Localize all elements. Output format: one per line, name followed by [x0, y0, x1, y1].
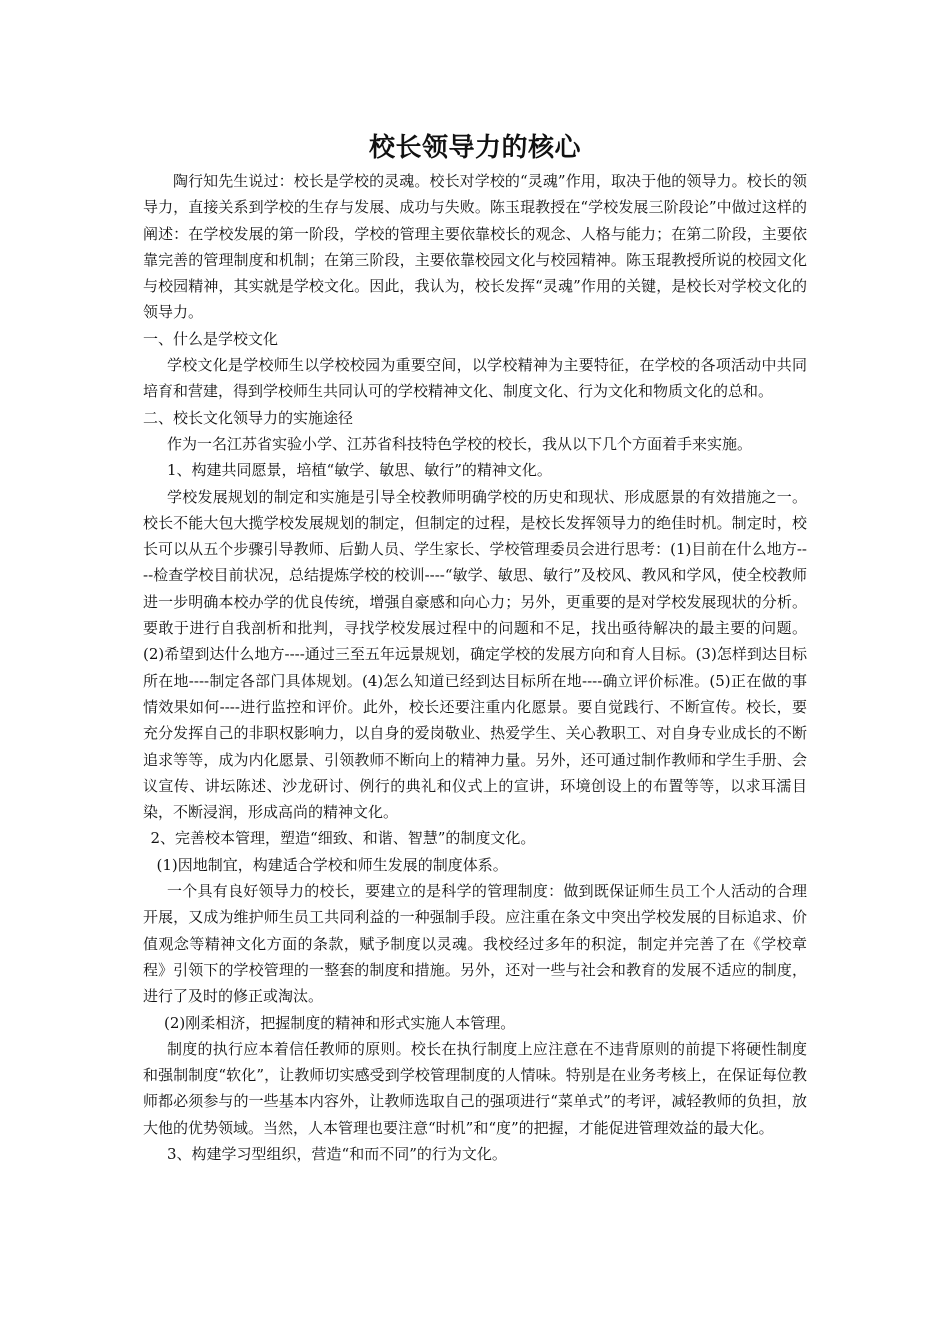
definition-paragraph: 学校文化是学校师生以学校校园为重要空间，以学校精神为主要特征，在学校的各项活动中共同培育和营建，得到学校师生共同认可的学校精神文化、制度文化、行为文化和物质文化的总和。	[143, 356, 807, 401]
subsection-heading-1: 1、构建共同愿景，培植“敏学、敏思、敏行”的精神文化。	[167, 461, 552, 480]
point-heading-2: (2)刚柔相济，把握制度的精神和形式实施人本管理。	[164, 1013, 516, 1032]
section-heading-1: 一、什么是学校文化	[143, 329, 279, 348]
document-body	[143, 130, 807, 1167]
point-heading-1: (1)因地制宜，构建适合学校和师生发展的制度体系。	[156, 855, 508, 874]
intro-paragraph: 陶行知先生说过：校长是学校的灵魂。校长对学校的“灵魂”作用，取决于他的领导力。校长的领导力，直接关系到学校的生存与发展、成功与失败。陈玉琨教授在“学校发展三阶段论”中做过这样的阐述：在学校发展的第一阶段，学校的管理主要依靠校长的观念、人格与能力；在第二阶段，主要依靠完善的管理制度和机制；在第三阶段，主要依靠校园文化与校园精神。陈玉琨教授所说的校园文化与校园精神，其实就是学校文化。因此，我认为，校长发挥“灵魂”作用的关键，是校长对学校文化的领导力。	[143, 172, 807, 322]
vision-paragraph: 学校发展规划的制定和实施是引导全校教师明确学校的历史和现状、形成愿景的有效措施之一。校长不能大包大揽学校发展规划的制定，但制定的过程，是校长发挥领导力的绝佳时机。制定时，校长可以从五个步骤引导教师、后勤人员、学生家长、学校管理委员会进行思考：(1)目前在什么地方----检查学校目前状况，总结提炼学校的校训----“敏学、敏思、敏行”及校风、教风和学风，使全校教师进一步明确本校办学的优良传统，增强自豪感和向心力；另外，更重要的是对学校发展现状的分析。要敢于进行自我剖析和批判，寻找学校发展过程中的问题和不足，找出亟待解决的最主要的问题。(2)希望到达什么地方----通过三至五年远景规划，确定学校的发展方向和育人目标。(3)怎样到达目标所在地----制定各部门具体规划。(4)怎么知道已经到达目标所在地----确立评价标准。(5)正在做的事情效果如何----进行监控和评价。此外，校长还要注重内化愿景。要自觉践行、不断宣传。校长，要充分发挥自己的非职权影响力，以自身的爱岗敬业、热爱学生、关心教职工、对自身专业成长的不断追求等等，成为内化愿景、引领教师不断向上的精神力量。另外，还可通过制作教师和学生手册、会议宣传、讲坛陈述、沙龙研讨、例行的典礼和仪式上的宣讲，环境创设上的布置等等，以求耳濡目染，不断浸润，形成高尚的精神文化。	[143, 487, 807, 822]
context-paragraph: 作为一名江苏省实验小学、江苏省科技特色学校的校长，我从以下几个方面着手来实施。	[167, 434, 753, 453]
subsection-heading-2: 2、完善校本管理，塑造“细致、和谐、智慧”的制度文化。	[150, 829, 536, 848]
humanistic-paragraph: 制度的执行应本着信任教师的原则。校长在执行制度上应注意在不违背原则的前提下将硬性制度和强制制度“软化”，让教师切实感受到学校管理制度的人情味。特别是在业务考核上，在保证每位教师都必须参与的一些基本内容外，让教师选取自己的强项进行“菜单式”的考评，减轻教师的负担，放大他的优势领域。当然，人本管理也要注意“时机”和“度”的把握，才能促进管理效益的最大化。	[143, 1039, 807, 1137]
subsection-heading-3: 3、构建学习型组织，营造“和而不同”的行为文化。	[167, 1144, 507, 1163]
system-paragraph: 一个具有良好领导力的校长，要建立的是科学的管理制度：做到既保证师生员工个人活动的合理开展，又成为维护师生员工共同利益的一种强制手段。应注重在条文中突出学校发展的目标追求、价值观念等精神文化方面的条款，赋予制度以灵魂。我校经过多年的积淀，制定并完善了在《学校章程》引领下的学校管理的一整套的制度和措施。另外，还对一些与社会和教育的发展不适应的制度，进行了及时的修正或淘汰。	[143, 882, 807, 1006]
document-title: 校长领导力的核心	[368, 133, 581, 163]
section-heading-2: 二、校长文化领导力的实施途径	[143, 408, 354, 427]
